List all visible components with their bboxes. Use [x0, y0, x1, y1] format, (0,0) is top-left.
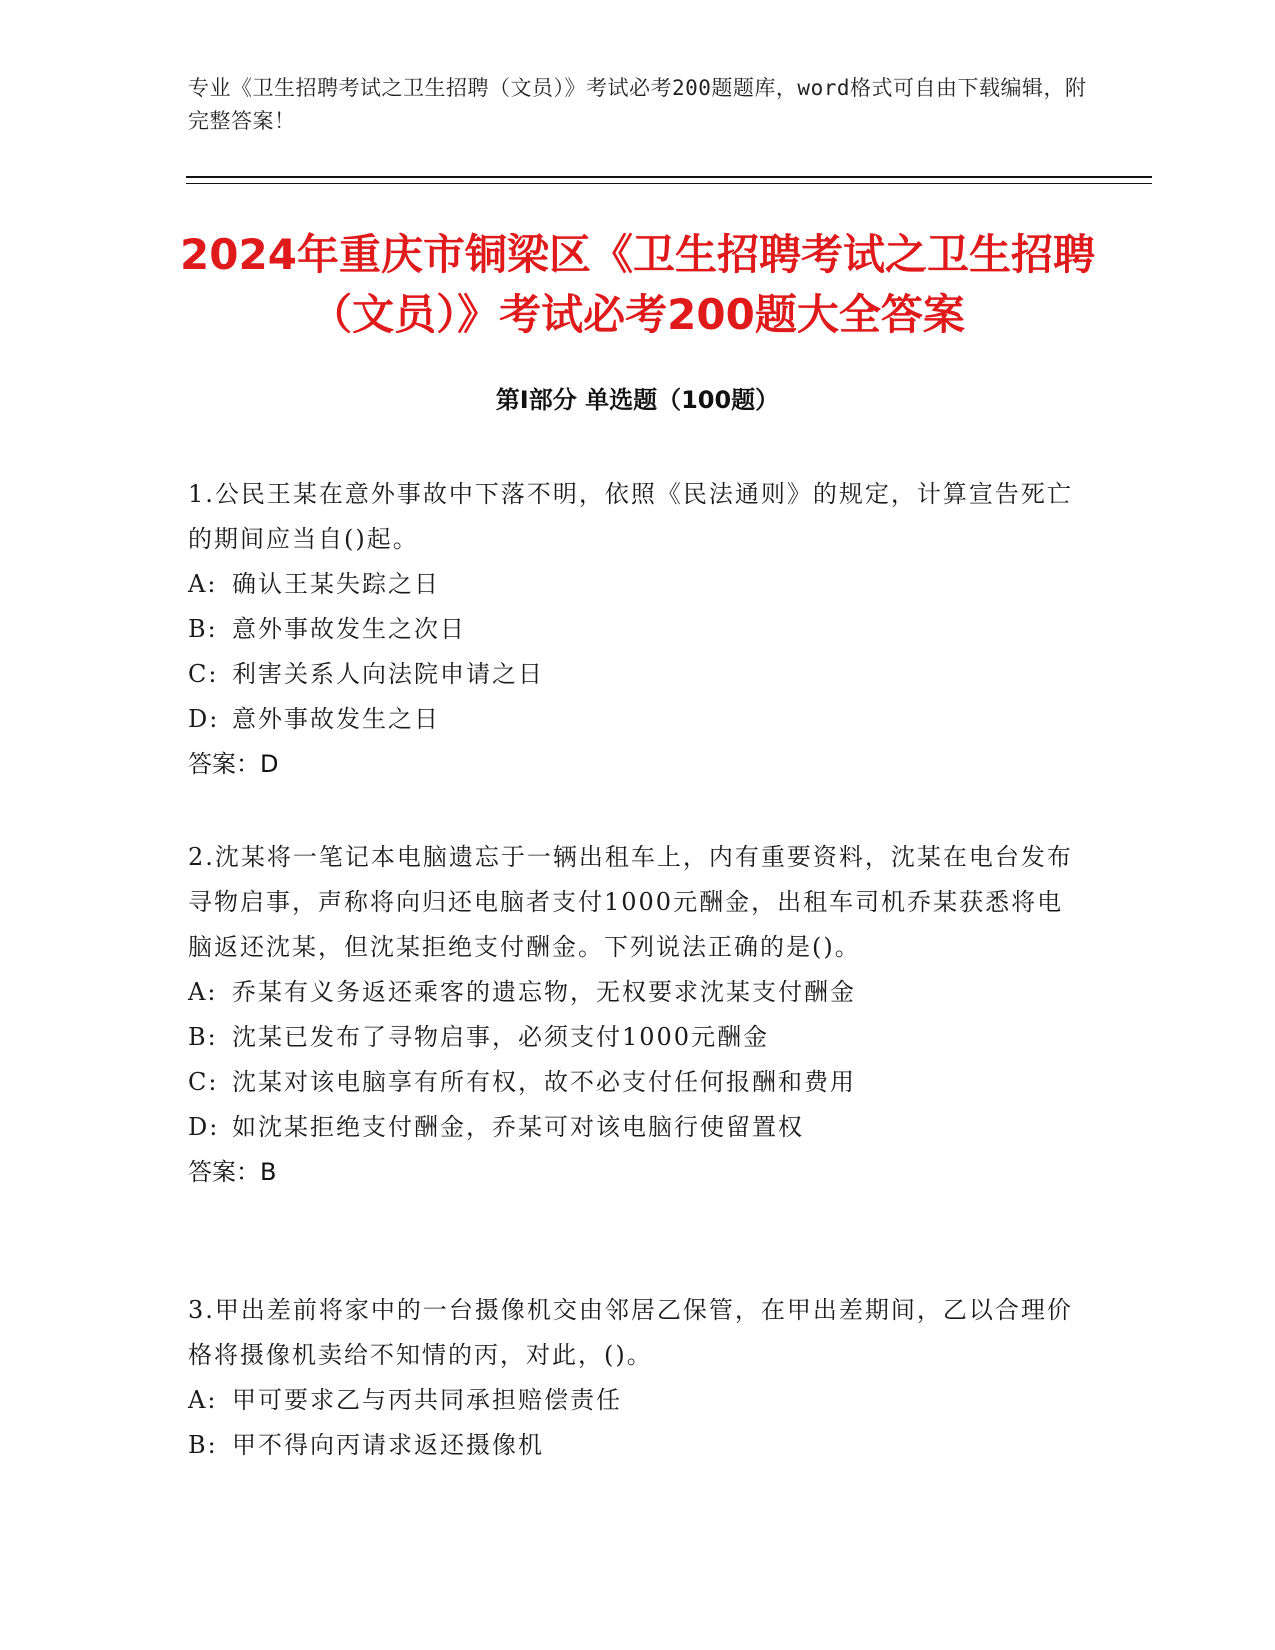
- option-text: 沈某对该电脑享有所有权，故不必支付任何报酬和费用: [232, 1068, 856, 1096]
- option-a: [188, 1378, 1078, 1423]
- question-stem: 2.沈某将一笔记本电脑遗忘于一辆出租车上，内有重要资料，沈某在电台发布寻物启事，声称将向归还电脑者支付1000元酬金，出租车司机乔某获悉将电脑返还沈某，但沈某拒绝支付酬金。下列说法正确的是()。: [188, 843, 1073, 961]
- option-d: [188, 697, 1078, 742]
- option-text: 如沈某拒绝支付酬金，乔某可对该电脑行使留置权: [232, 1113, 804, 1141]
- option-text: 利害关系人向法院申请之日: [232, 660, 544, 688]
- option-key: B:: [188, 1023, 218, 1051]
- option-text: 意外事故发生之次日: [232, 615, 466, 643]
- question-3: [188, 1288, 1078, 1468]
- answer: 答案：B: [188, 1158, 277, 1186]
- question-2: [188, 835, 1078, 1195]
- header-note: 专业《卫生招聘考试之卫生招聘（文员）》考试必考200题题库，word格式可自由下载编辑，附完整答案！: [188, 76, 1087, 133]
- answer: 答案：D: [188, 750, 279, 778]
- option-key: B:: [188, 1431, 218, 1459]
- option-b: [188, 1015, 1078, 1060]
- document-title: 2024年重庆市铜梁区《卫生招聘考试之卫生招聘（文员）》考试必考200题大全答案: [180, 230, 1095, 339]
- option-key: C:: [188, 660, 219, 688]
- option-key: D:: [188, 1113, 220, 1141]
- option-c: [188, 652, 1078, 697]
- option-key: D:: [188, 705, 220, 733]
- option-key: C:: [188, 1068, 219, 1096]
- option-c: [188, 1060, 1078, 1105]
- header-rule-thin: [186, 183, 1152, 184]
- option-b: [188, 1423, 1078, 1468]
- option-text: 确认王某失踪之日: [232, 570, 440, 598]
- option-key: A:: [188, 1386, 218, 1414]
- option-a: [188, 970, 1078, 1015]
- question-stem: 1.公民王某在意外事故中下落不明，依照《民法通则》的规定，计算宣告死亡的期间应当自()起。: [188, 480, 1073, 553]
- option-text: 沈某已发布了寻物启事，必须支付1000元酬金: [232, 1023, 770, 1051]
- option-d: [188, 1105, 1078, 1150]
- option-text: 甲可要求乙与丙共同承担赔偿责任: [232, 1386, 622, 1414]
- option-a: [188, 562, 1078, 607]
- option-text: 甲不得向丙请求返还摄像机: [232, 1431, 544, 1459]
- question-1: [188, 472, 1078, 787]
- question-stem: 3.甲出差前将家中的一台摄像机交由邻居乙保管，在甲出差期间，乙以合理价格将摄像机卖给不知情的丙，对此，()。: [188, 1296, 1073, 1369]
- option-key: A:: [188, 978, 218, 1006]
- option-b: [188, 607, 1078, 652]
- option-text: 乔某有义务返还乘客的遗忘物，无权要求沈某支付酬金: [232, 978, 856, 1006]
- option-key: A:: [188, 570, 218, 598]
- option-key: B:: [188, 615, 218, 643]
- section-title: 第I部分 单选题（100题）: [495, 386, 780, 414]
- header-rule-thick: [186, 176, 1152, 178]
- option-text: 意外事故发生之日: [232, 705, 440, 733]
